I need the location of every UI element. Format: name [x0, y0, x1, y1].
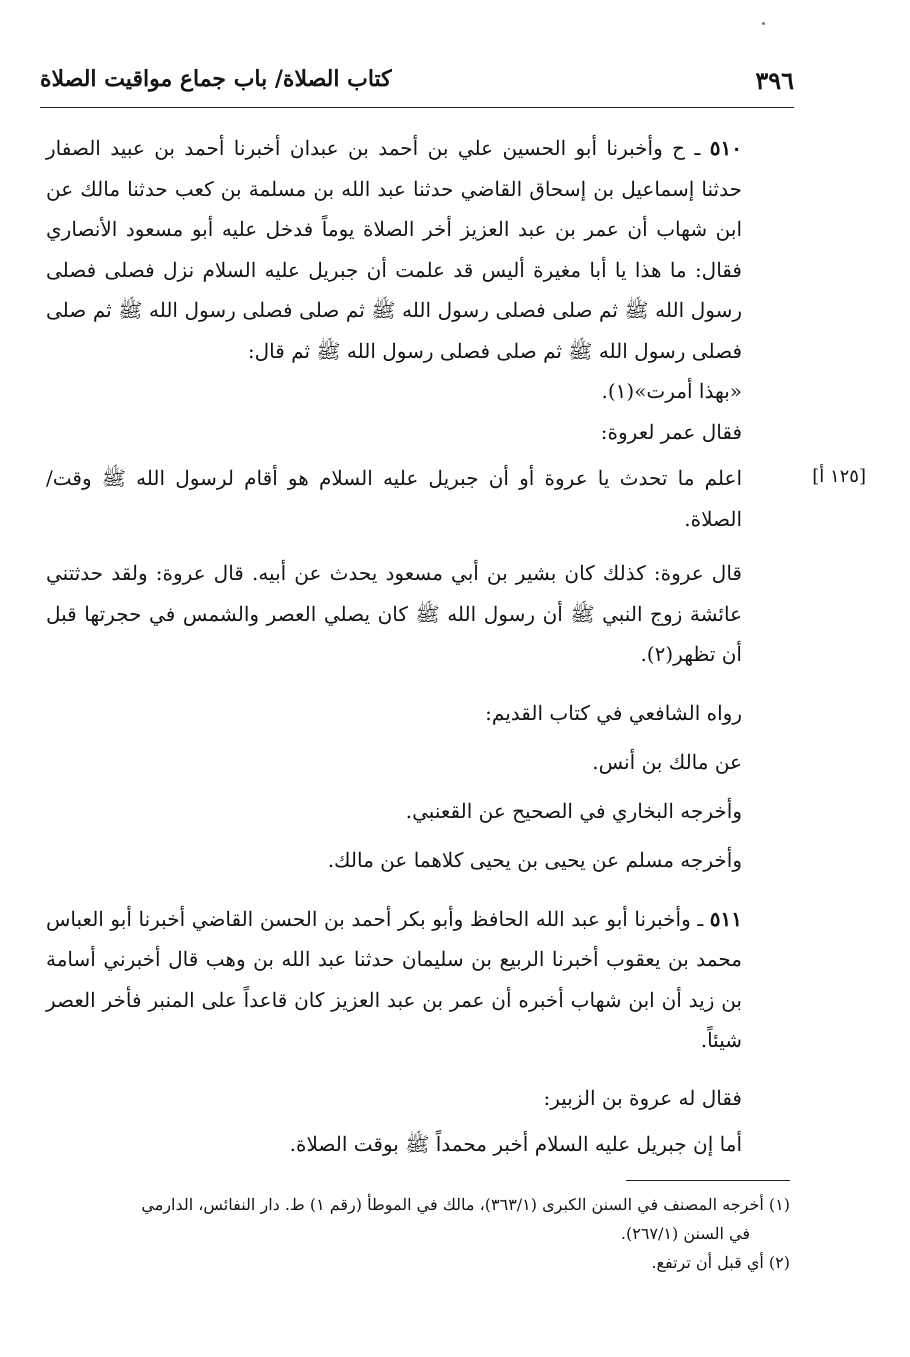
- riwaya-line: رواه الشافعي في كتاب القديم:: [485, 700, 742, 725]
- footnote-rule: [626, 1180, 790, 1181]
- footnote-1: (١) أخرجه المصنف في السنن الكبرى (٣٦٣/١)، مالك في الموطأ (رقم ١) ط. دار النفائس، الدارمي: [141, 1195, 790, 1214]
- hadith-510: [46, 128, 790, 371]
- spacer: [46, 1061, 790, 1075]
- running-title: كتاب الصلاة/ باب جماع مواقيت الصلاة: [40, 66, 392, 92]
- quote-line: أما إن جبريل عليه السلام أخبر محمداً ﷺ بوقت الصلاة.: [289, 1131, 742, 1156]
- riwaya-line: عن مالك بن أنس.: [592, 749, 742, 774]
- hadith-text: ـ وأخبرنا أبو عبد الله الحافظ وأبو بكر أحمد بن الحسن القاضي أخبرنا أبو العباس محمد بن يعقوب أخبرنا الربيع بن سليمان حدثنا عبد الله بن وهب قال أخبرني أسامة بن زيد أن ابن شهاب أخبره أن عمر بن عبد العزيز كان قاعداً على المنبر فأخر العصر شيئاً.: [46, 906, 742, 1052]
- scan-speck: [762, 22, 765, 25]
- footnote-2: (٢) أي قبل أن ترتفع.: [651, 1253, 790, 1272]
- page-number: ٣٩٦: [755, 66, 794, 95]
- hadith-text: ـ ح وأخبرنا أبو الحسين علي بن أحمد بن عبدان أخبرنا أحمد بن عبيد الصفار حدثنا إسماعيل بن إسحاق القاضي حدثنا عبد الله بن مسلمة بن كعب حدثنا مالك عن ابن شهاب أن عمر بن عبد العزيز أخر الصلاة يوماً فدخل عليه أبو مسعود الأنصاري فقال: ما هذا يا أبا مغيرة أليس قد علمت أن جبريل عليه السلام نزل فصلى فصلى رسول الله ﷺ ثم صلى فصلى رسول الله ﷺ ثم صلى فصلى رسول الله ﷺ ثم صلى فصلى رسول الله ﷺ ثم صلى فصلى رسول الله ﷺ ثم قال:: [46, 136, 742, 363]
- page-header: [40, 58, 794, 108]
- spacer: [46, 675, 790, 689]
- hadith-511: [46, 899, 790, 1061]
- riwaya-line: وأخرجه البخاري في الصحيح عن القعنبي.: [405, 798, 742, 823]
- header-rule: [40, 107, 794, 108]
- riwaya-line: وأخرجه مسلم عن يحيى بن يحيى كلاهما عن مالك.: [327, 847, 742, 872]
- footnote-1-continued: في السنن (٢٦٧/١).: [620, 1224, 750, 1243]
- quote-line: فقال له عروة بن الزبير:: [543, 1085, 742, 1110]
- hadith-number: ٥١٠: [709, 136, 742, 160]
- footnotes: [46, 1190, 790, 1277]
- quote-line: فقال عمر لعروة:: [600, 419, 742, 444]
- main-text: [46, 128, 790, 1167]
- spacer: [46, 885, 790, 899]
- quote-line: «بهذا أمرت»(١).: [601, 379, 742, 403]
- manuscript-folio-note: [١٢٥ أ]: [812, 466, 866, 487]
- spacer: [46, 539, 790, 553]
- paragraph-urwa: قال عروة: كذلك كان بشير بن أبي مسعود يحدث عن أبيه. قال عروة: ولقد حدثتني عائشة زوج النبي ﷺ أن رسول الله ﷺ كان يصلي العصر والشمس في حجرتها قبل أن تظهر(٢).: [46, 561, 742, 666]
- hadith-number: ٥١١: [709, 906, 742, 931]
- quote-line: اعلم ما تحدث يا عروة أو أن جبريل عليه السلام هو أقام لرسول الله ﷺ وقت/ الصلاة.: [46, 466, 742, 531]
